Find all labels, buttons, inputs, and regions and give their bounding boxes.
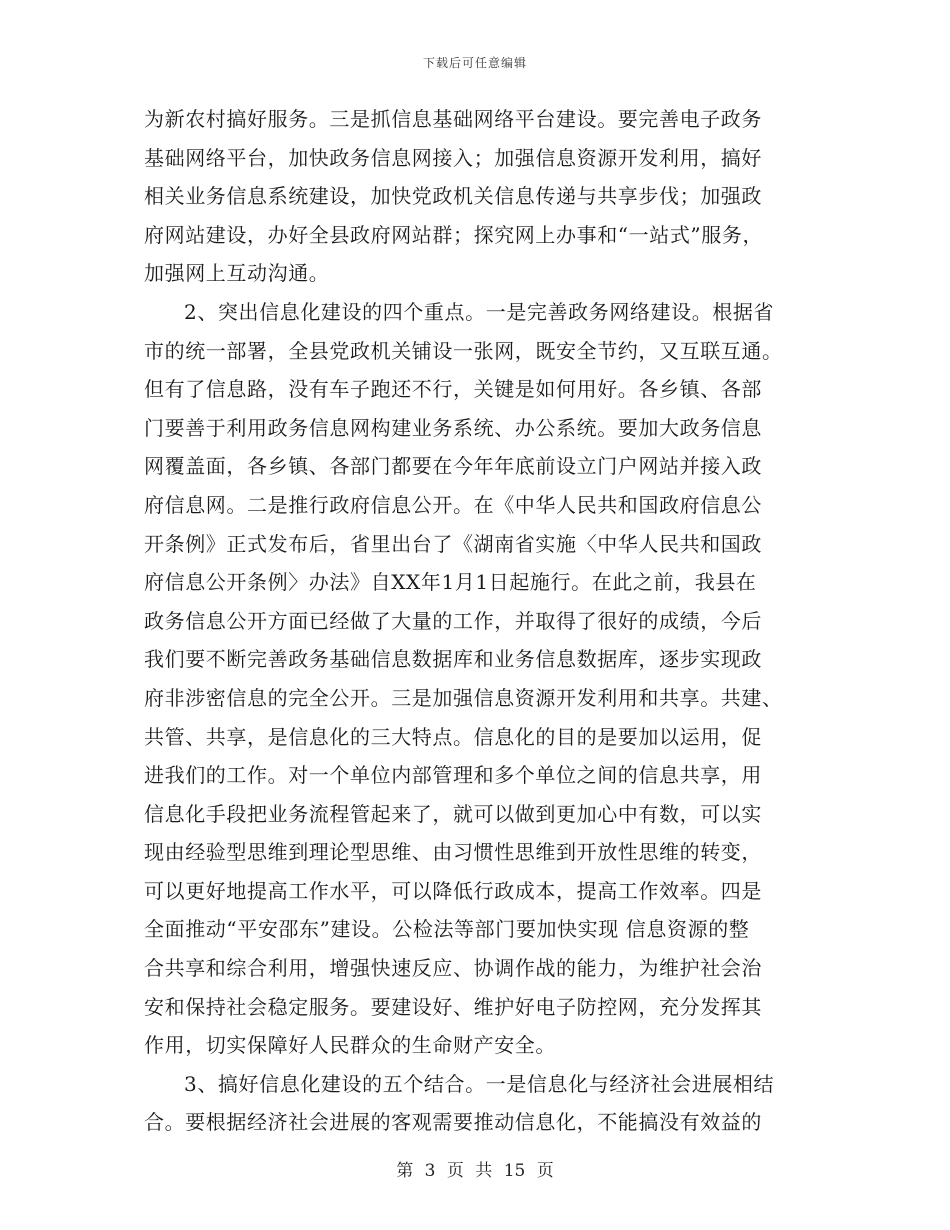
text-line: 进我们的工作。对一个单位内部管理和多个单位之间的信息共享，用 — [144, 763, 762, 788]
paragraph-start-line: 3、搞好信息化建设的五个结合。一是信息化与经济社会进展相结 — [184, 1071, 775, 1096]
text-line: 合。要根据经济社会进展的客观需要推动信息化，不能搞没有效益的 — [144, 1110, 762, 1135]
text-line: 但有了信息路，没有车子跑还不行，关键是如何用好。各乡镇、各部 — [144, 377, 762, 402]
text-line: 府信息网。二是推行政府信息公开。在《中华人民共和国政府信息公 — [144, 492, 762, 517]
text-line: 基础网络平台，加快政务信息网接入；加强信息资源开发利用，搞好 — [144, 145, 762, 170]
text-line: 可以更好地提高工作水平，可以降低行政成本，提高工作效率。四是 — [144, 878, 762, 903]
text-line: 我们要不断完善政务基础信息数据库和业务信息数据库，逐步实现政 — [144, 647, 762, 672]
page-number-footer: 第 3 页 共 15 页 — [396, 1161, 554, 1181]
text-line: 府网站建设，办好全县政府网站群；探究网上办事和“一站式”服务， — [144, 222, 764, 247]
text-line: 信息化手段把业务流程管起来了，就可以做到更加心中有数，可以实 — [144, 801, 762, 826]
text-line: 全面推动“平安邵东”建设。公检法等部门要加快实现 信息资源的整 — [144, 917, 750, 942]
text-line: 政务信息公开方面已经做了大量的工作，并取得了很好的成绩，今后 — [144, 608, 762, 633]
text-line: 合共享和综合利用，增强快速反应、协调作战的能力，为维护社会治 — [144, 956, 762, 981]
page-header: 下载后可任意编辑 — [422, 56, 527, 70]
text-line: 安和保持社会稳定服务。要建设好、维护好电子防控网，充分发挥其 — [144, 994, 762, 1019]
text-line: 市的统一部署，全县党政机关铺设一张网，既安全节约，又互联互通。 — [144, 338, 783, 363]
text-line: 府非涉密信息的完全公开。三是加强信息资源开发利用和共享。共建、 — [144, 685, 783, 710]
paragraph-start-line: 2、突出信息化建设的四个重点。一是完善政务网络建设。根据省 — [184, 299, 775, 324]
text-line: 相关业务信息系统建设，加快党政机关信息传递与共享步伐；加强政 — [144, 184, 762, 209]
body-text — [144, 100, 808, 1142]
text-line: 作用，切实保障好人民群众的生命财产安全。 — [144, 1033, 556, 1058]
text-line: 为新农村搞好服务。三是抓信息基础网络平台建设。要完善电子政务 — [144, 107, 762, 131]
text-line: 府信息公开条例〉办法》自XX年1月1日起施行。在此之前，我县在 — [144, 570, 757, 595]
text-line: 共管、共享，是信息化的三大特点。信息化的目的是要加以运用，促 — [144, 724, 762, 749]
text-line: 网覆盖面，各乡镇、各部门都要在今年年底前设立门户网站并接入政 — [144, 454, 762, 479]
text-line: 门要善于利用政务信息网构建业务系统、办公系统。要加大政务信息 — [144, 415, 762, 440]
text-line: 现由经验型思维到理论型思维、由习惯性思维到开放性思维的转变， — [144, 840, 762, 865]
text-line: 开条例》正式发布后，省里出台了《湖南省实施〈中华人民共和国政 — [144, 531, 762, 556]
text-line: 加强网上互动沟通。 — [144, 261, 330, 286]
